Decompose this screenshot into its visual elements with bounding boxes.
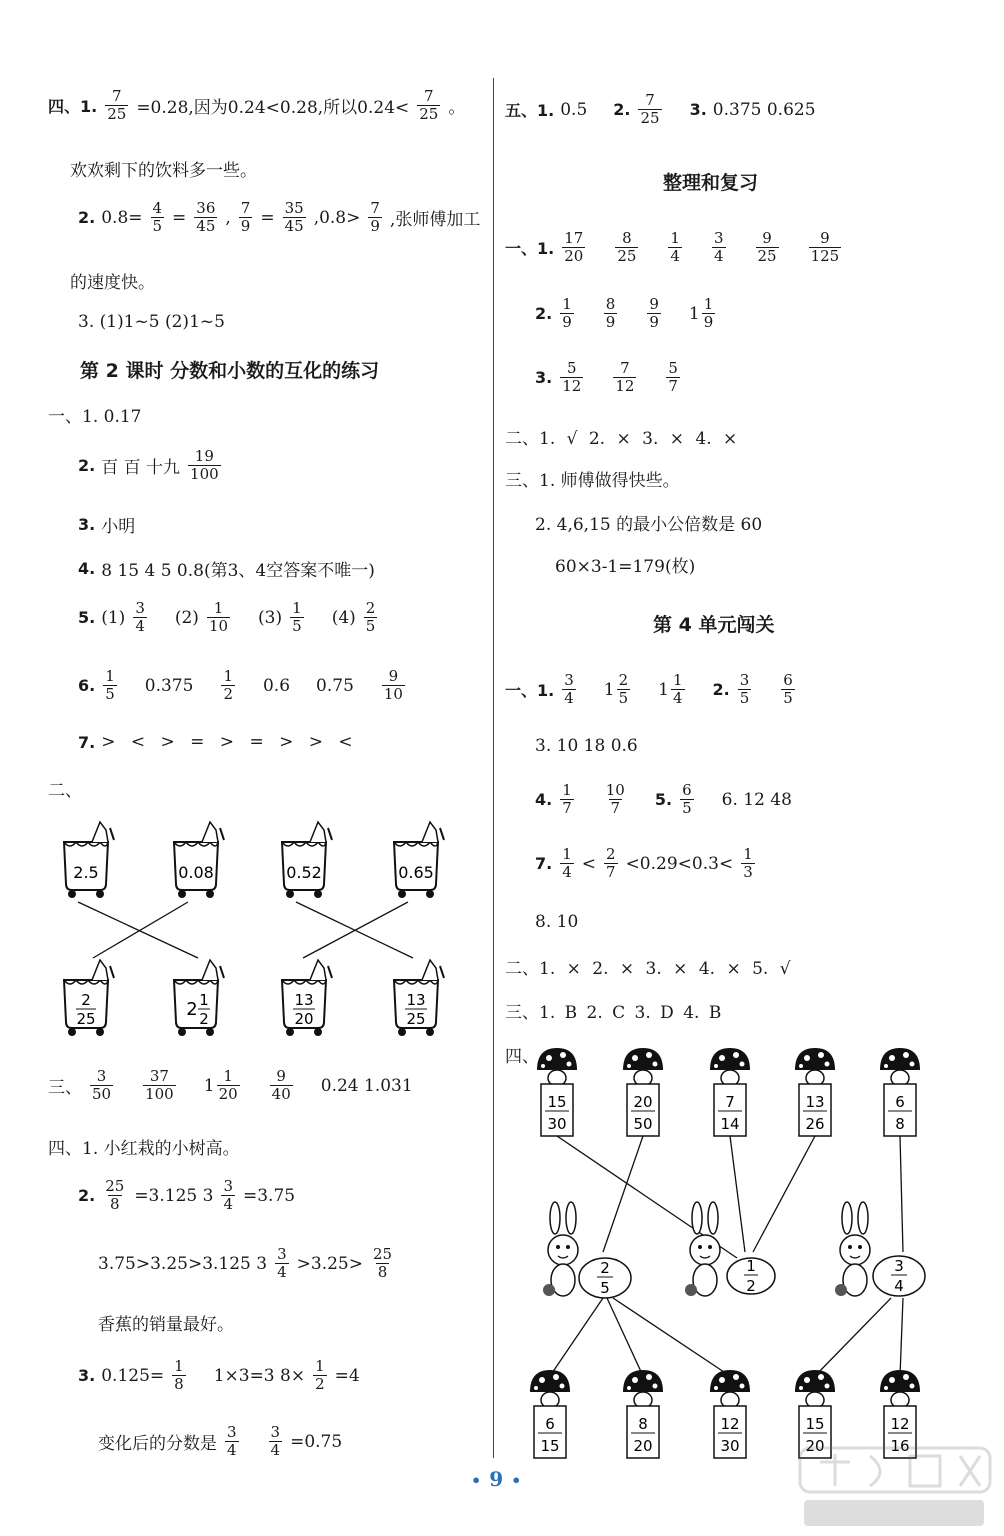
svg-text:20: 20 [805, 1437, 825, 1455]
s4-q3: 3. (1)1~5 (2)1~5 [78, 312, 225, 332]
u1-q4-q6: 4. $\frac{1}{7}$ $\frac{10}{7}$ 5. $\frac{6}{5}$ 6. 12 48 [535, 781, 792, 817]
r5-answers: 五、1. 0.5 2. $\frac{7}{25}$ 3. 0.375 0.625 [505, 91, 816, 127]
u1-q1-q2: 一、1. $\frac{3}{4}$ 1 $\frac{2}{5}$ 1 $\frac{1}{4}$ 2. $\frac{3}{5}$ $\frac{6}{5}$ [505, 671, 793, 707]
column-divider [493, 78, 494, 1458]
rabbit-icon [835, 1202, 870, 1296]
svg-text:7: 7 [725, 1093, 735, 1111]
match-line [93, 902, 188, 958]
p4-q3: 3. 0.125= $\frac{1}{8}$ 1×3=3 8× $\frac{1}{2}$ =4 [78, 1357, 360, 1393]
svg-text:8: 8 [638, 1415, 648, 1433]
watermark-logo [790, 1442, 1000, 1532]
p1-q5: 5. (1) $\frac{3}{4}$ (2) $\frac{1}{10}$ (3) $\frac{1}{5}$ (4) $\frac{2}{5}$ [78, 599, 376, 635]
unit-4-title: 第 4 单元闯关 [653, 614, 775, 636]
svg-text:20: 20 [633, 1437, 653, 1455]
rabbit-icon [685, 1202, 720, 1296]
u1-q8: 8. 10 [535, 912, 579, 932]
s4-q2: 2. 0.8= $\frac{4}{5}$ = $\frac{36}{45}$ , $\frac{7}{9}$ = $\frac{35}{45}$ ,0.8> $\frac{7}{9}$ ,张师傅加工 [78, 199, 481, 235]
bucket-matching-diagram [48, 812, 468, 1044]
svg-text:25: 25 [76, 1010, 96, 1028]
bucket-2 [174, 822, 224, 898]
u2-answers: 二、1. × 2. × 3. × 4. × 5. √ [505, 959, 791, 979]
p1-q1: 一、1. 0.17 [48, 407, 142, 427]
page-number: • 9 • [471, 1467, 522, 1491]
s4-q2-conclusion: 的速度快。 [70, 273, 155, 293]
p4-q1: 四、1. 小红栽的小树高。 [48, 1139, 240, 1159]
svg-text:12: 12 [720, 1415, 740, 1433]
svg-text:12: 12 [890, 1415, 910, 1433]
svg-text:15: 15 [547, 1093, 567, 1111]
u1-q3: 3. 10 18 0.6 [535, 736, 638, 756]
rabbit-fraction-ovals [579, 1256, 925, 1298]
mushroom-rabbit-diagram [525, 1040, 945, 1460]
r1-q3: 3. $\frac{5}{12}$ $\frac{7}{12}$ $\frac{5}{7}$ [535, 359, 678, 395]
bucket-4 [394, 822, 444, 898]
p4-q2: 2. $\frac{25}{8}$ =3.125 3 $\frac{3}{4}$ =3.75 [78, 1177, 296, 1213]
mushroom-icon [880, 1048, 920, 1086]
match-line [303, 902, 408, 958]
svg-text:2: 2 [600, 1259, 610, 1277]
svg-text:6: 6 [545, 1415, 555, 1433]
r3-q1: 三、1. 师傅做得快些。 [505, 471, 680, 491]
svg-text:15: 15 [805, 1415, 825, 1433]
p1-q6: 6. $\frac{1}{5}$ 0.375 $\frac{1}{2}$ 0.6 0.75 $\frac{9}{10}$ [78, 667, 403, 703]
p1-q2: 2. 百 百 十九 $\frac{19}{100}$ [78, 447, 219, 483]
svg-text:50: 50 [633, 1115, 653, 1133]
bucket-1-label: 2.5 [73, 863, 99, 882]
svg-text:14: 14 [720, 1115, 740, 1133]
mushroom-icon [795, 1370, 835, 1408]
s4-q1-conclusion: 欢欢剩下的饮料多一些。 [70, 161, 257, 181]
lesson-2-title: 第 2 课时 分数和小数的互化的练习 [80, 360, 380, 382]
r1-q2: 2. $\frac{1}{9}$ $\frac{8}{9}$ $\frac{9}{9}$ 1 $\frac{1}{9}$ [535, 295, 714, 331]
svg-text:13: 13 [294, 991, 314, 1009]
top-fraction-cards [541, 1084, 916, 1136]
u4-label: 四、 [505, 1047, 539, 1067]
mushroom-icon [623, 1048, 663, 1086]
match-line [78, 902, 198, 958]
svg-text:2: 2 [746, 1277, 756, 1295]
p4-q2-conclusion: 香蕉的销量最好。 [98, 1315, 234, 1335]
svg-text:2: 2 [186, 999, 198, 1020]
p4-q3-result: 变化后的分数是 $\frac{3}{4}$ $\frac{3}{4}$ =0.75 [98, 1423, 343, 1459]
u1-q7: 7. $\frac{1}{4}$ < $\frac{2}{7}$ <0.29<0.3< $\frac{1}{3}$ [535, 845, 753, 881]
mushroom-icon [530, 1370, 570, 1408]
svg-text:5: 5 [600, 1279, 610, 1297]
mushroom-icon [880, 1370, 920, 1408]
svg-text:8: 8 [895, 1115, 905, 1133]
mushroom-icon [710, 1370, 750, 1408]
svg-text:20: 20 [633, 1093, 653, 1111]
svg-text:13: 13 [805, 1093, 825, 1111]
bucket-2-label: 0.08 [178, 863, 214, 882]
p1-q4: 4. 8 15 4 5 0.8(第3、4空答案不唯一) [78, 559, 375, 581]
svg-text:20: 20 [294, 1010, 314, 1028]
svg-text:4: 4 [894, 1277, 904, 1295]
r3-q2: 2. 4,6,15 的最小公倍数是 60 [535, 515, 763, 535]
svg-text:13: 13 [406, 991, 426, 1009]
p2-label: 二、 [48, 781, 82, 801]
bucket-fractions [76, 991, 427, 1028]
svg-text:2: 2 [199, 1010, 209, 1028]
rabbit-icon [543, 1202, 578, 1296]
r3-q2-calc: 60×3-1=179(枚) [555, 557, 696, 577]
bucket-4-label: 0.65 [398, 863, 434, 882]
r1-q1: 一、1. $\frac{17}{20}$ $\frac{8}{25}$ $\frac{1}{4}$ $\frac{3}{4}$ $\frac{9}{25}$ $\frac{9}{125}$ [505, 229, 840, 265]
svg-text:16: 16 [890, 1437, 910, 1455]
svg-text:2: 2 [81, 991, 91, 1009]
mushroom-icon [795, 1048, 835, 1086]
p4-q2-compare: 3.75>3.25>3.125 3 $\frac{3}{4}$ >3.25> $\frac{25}{8}$ [98, 1245, 393, 1281]
p1-q3: 3. 小明 [78, 515, 136, 537]
svg-text:6: 6 [895, 1093, 905, 1111]
s4-q1: 四、1. $\frac{7}{25}$ =0.28,因为0.24<0.28,所以0.24< $\frac{7}{25}$ 。 [48, 87, 466, 123]
svg-text:26: 26 [805, 1115, 825, 1133]
svg-text:25: 25 [406, 1010, 426, 1028]
mushroom-icon [623, 1370, 663, 1408]
svg-text:1: 1 [199, 991, 209, 1009]
mushroom-icon [710, 1048, 750, 1086]
bucket-3 [282, 822, 332, 898]
p3-answers: 三、 $\frac{3}{50}$ $\frac{37}{100}$ 1 $\frac{1}{20}$ $\frac{9}{40}$ 0.24 1.031 [48, 1067, 413, 1103]
svg-text:1: 1 [746, 1257, 756, 1275]
svg-text:3: 3 [894, 1257, 904, 1275]
svg-text:15: 15 [540, 1437, 560, 1455]
bucket-3-label: 0.52 [286, 863, 322, 882]
svg-text:30: 30 [720, 1437, 740, 1455]
fraction-7-25: $\frac{7}{25}$ [419, 87, 439, 123]
mushroom-icon [537, 1048, 577, 1086]
r2-answers: 二、1. √ 2. × 3. × 4. × [505, 429, 738, 449]
u3-answers: 三、1. B 2. C 3. D 4. B [505, 1003, 722, 1023]
p1-q7: 7. > < > = > = > > < [78, 732, 353, 752]
bucket-1 [64, 822, 114, 898]
fraction-7-25: $\frac{7}{25}$ [107, 87, 127, 123]
review-title: 整理和复习 [663, 172, 759, 194]
svg-text:30: 30 [547, 1115, 567, 1133]
